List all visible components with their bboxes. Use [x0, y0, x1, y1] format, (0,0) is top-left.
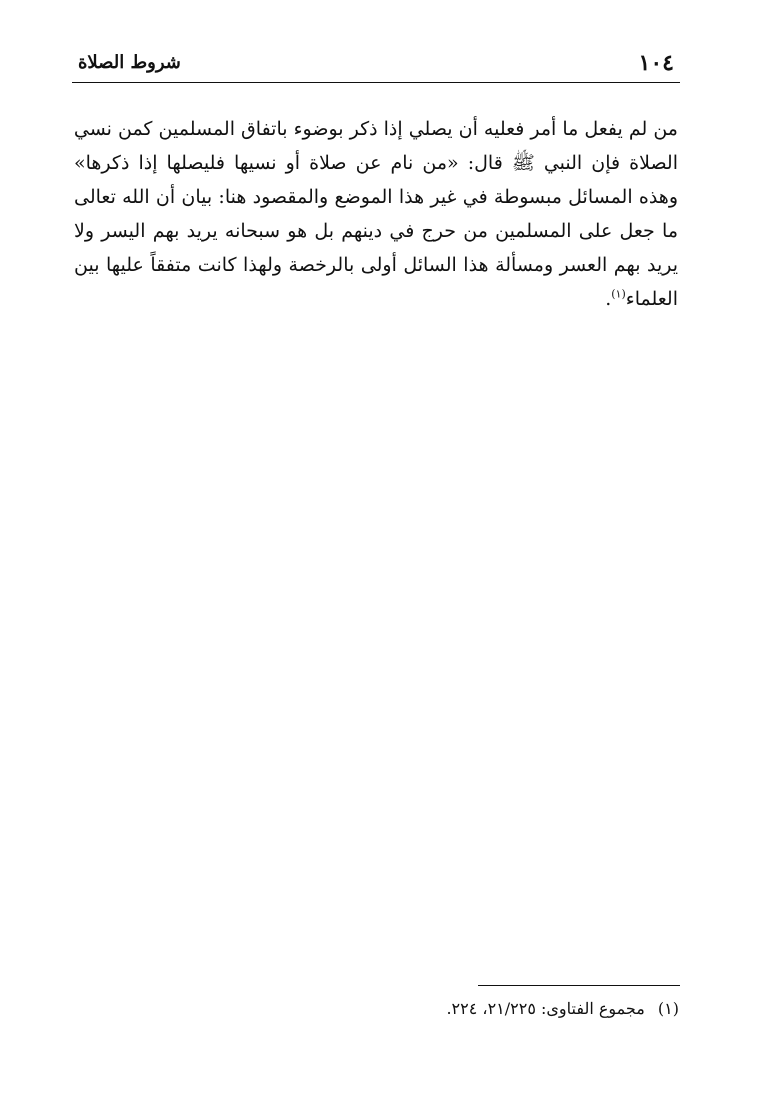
text-line: الصلاة فإن النبي ﷺ قال: «من نام عن صلاة أو نسيها فليصلها إذا ذكرها»	[74, 152, 678, 174]
footnote	[179, 996, 679, 1022]
text-line: ما جعل على المسلمين من حرج في دينهم بل هو سبحانه يريد بهم اليسر ولا	[74, 220, 678, 242]
running-title: شروط الصلاة	[78, 52, 181, 73]
text-line-last	[74, 282, 678, 316]
page-header	[72, 44, 680, 83]
footnote-marker: (١)	[657, 999, 679, 1018]
footnote-reference[interactable]: (١)	[611, 287, 626, 301]
body-paragraph	[74, 112, 678, 316]
text-line: يريد بهم العسر ومسألة هذا السائل أولى بالرخصة ولهذا كانت متفقاً عليها بين	[74, 254, 678, 276]
page-number: ١٠٤	[638, 50, 674, 76]
last-line-end: .	[605, 288, 612, 310]
footnote-text: مجموع الفتاوى: ٢١/٢٢٥، ٢٢٤.	[446, 999, 645, 1018]
text-line: وهذه المسائل مبسوطة في غير هذا الموضع والمقصود هنا: بيان أن الله تعالى	[74, 186, 678, 208]
text-line: من لم يفعل ما أمر فعليه أن يصلي إذا ذكر بوضوء باتفاق المسلمين كمن نسي	[74, 118, 678, 140]
last-line-text: العلماء	[625, 288, 678, 310]
footnote-divider	[478, 985, 680, 986]
